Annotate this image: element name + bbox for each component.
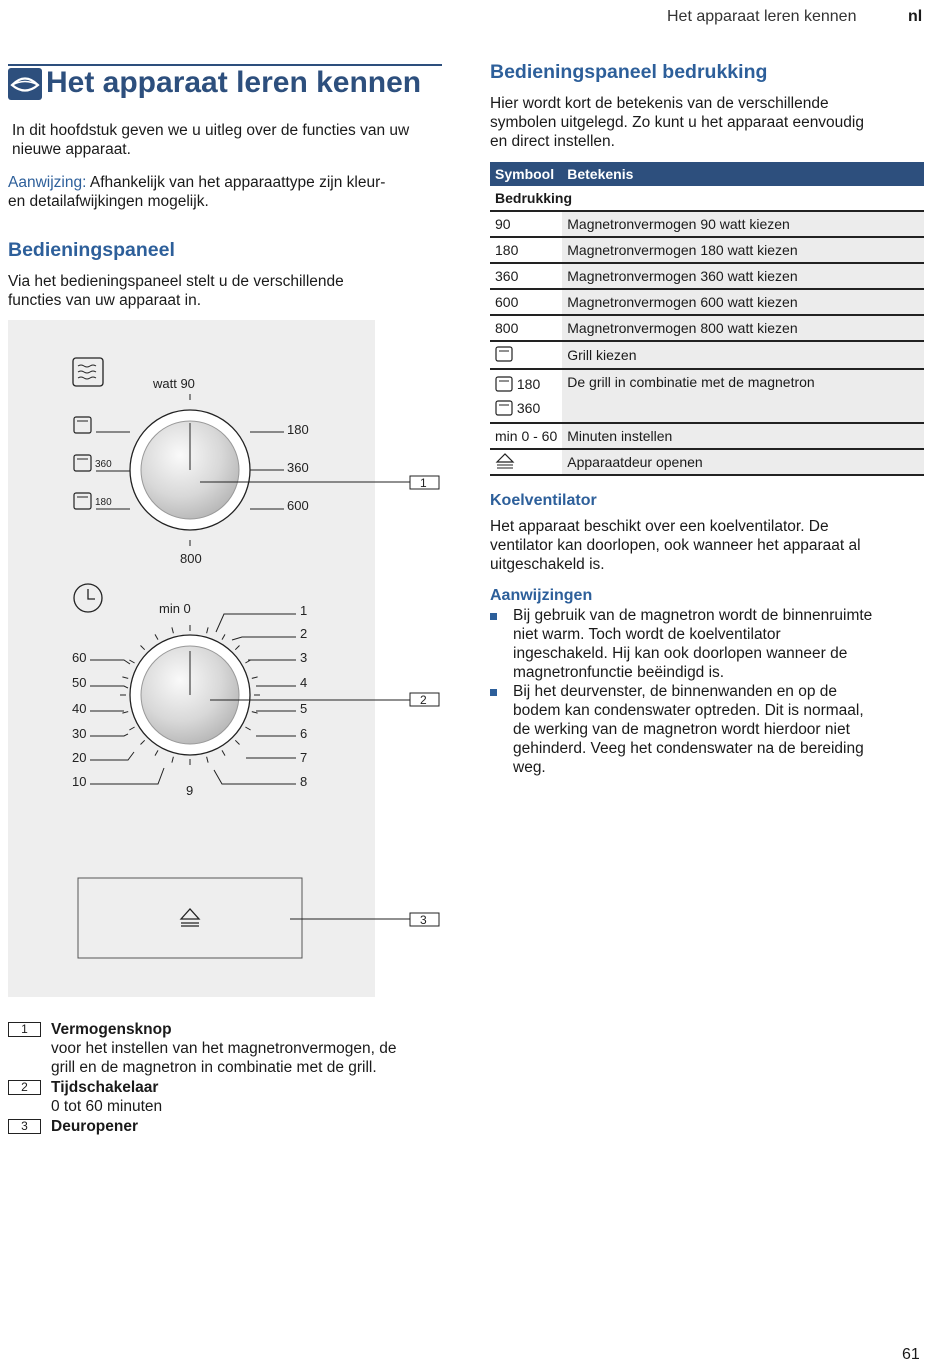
timer-label-4: 4 [300, 675, 308, 690]
timer-tick [155, 750, 158, 755]
page-number: 61 [902, 1346, 920, 1363]
page-title: Het apparaat leren kennen [46, 66, 422, 99]
table-row [490, 315, 924, 341]
timer-tick [252, 712, 258, 714]
timer-label-6: 6 [300, 726, 308, 741]
svg-text:180: 180 [95, 497, 112, 508]
note-line: ingeschakeld. Hij kan ook doorlopen wanneer de [513, 645, 848, 662]
timer-knob-top-label: min 0 [159, 601, 191, 616]
timer-tick [235, 740, 239, 744]
table-cell-symbol [490, 449, 562, 475]
table-row [490, 449, 924, 475]
timer-label-7: 7 [300, 750, 308, 765]
table-cell-symbol [490, 341, 562, 369]
table-row [490, 237, 924, 263]
note-line: magnetronfunctie beëindigd is. [513, 664, 725, 681]
grill-icon [74, 417, 130, 433]
notes-heading: Aanwijzingen [490, 587, 593, 604]
table-cell-meaning: Apparaatdeur openen [562, 449, 924, 475]
table-row [490, 341, 924, 369]
power-label-360: 360 [287, 460, 309, 475]
table-cell-meaning: Minuten instellen [562, 423, 924, 449]
timer-label-50: 50 [72, 675, 87, 690]
legend-desc: voor het instellen van het magnetronvermogen, de [51, 1040, 397, 1057]
language-tag: nl [908, 8, 923, 25]
legend-item-1 [8, 1020, 448, 1078]
power-knob-top-label: watt 90 [153, 376, 195, 391]
timer-label-1: 1 [300, 603, 308, 618]
table-cell-symbol: 600 [490, 289, 562, 315]
timer-label-8: 8 [300, 774, 308, 789]
timer-label-30: 30 [72, 726, 87, 741]
grill-icon [495, 346, 513, 362]
note-line: bodem kan condenswater optreden. Dit is normaal, [513, 702, 864, 719]
timer-tick [129, 727, 134, 730]
notes-list [490, 606, 930, 778]
power-label-180: 180 [287, 422, 309, 437]
table-subheader: Bedrukking [490, 186, 924, 211]
symbols-intro-line-3: en direct instellen. [490, 133, 615, 150]
legend-number: 2 [8, 1080, 41, 1095]
symbols-intro-line-2: symbolen uitgelegd. Zo kunt u het apparaat eenvoudig [490, 114, 864, 131]
list-item [490, 682, 930, 778]
note-line: weg. [513, 759, 546, 776]
timer-tick [141, 646, 145, 650]
timer-tick [129, 660, 134, 663]
table-cell-symbol [490, 369, 562, 423]
table-cell-symbol: 90 [490, 211, 562, 237]
symbol-table [490, 162, 924, 476]
timer-tick [222, 750, 225, 755]
svg-text:360: 360 [95, 459, 112, 470]
timer-tick [245, 727, 250, 730]
table-symbol-text: 180 [516, 376, 541, 392]
note-line: de werking van de magnetron wordt hierdoor niet [513, 721, 850, 738]
timer-label-10: 10 [72, 774, 87, 789]
symbols-heading: Bedieningspaneel bedrukking [490, 61, 768, 83]
timer-label-40: 40 [72, 701, 87, 716]
table-cell-symbol: 360 [490, 263, 562, 289]
fan-text [490, 517, 930, 574]
table-cell-symbol: min 0 - 60 [490, 423, 562, 449]
table-row [490, 289, 924, 315]
timer-label-9: 9 [186, 783, 194, 798]
table-row [490, 369, 924, 423]
panel-heading: Bedieningspaneel [8, 239, 175, 261]
power-label-600: 600 [287, 498, 309, 513]
legend-title: Vermogensknop [51, 1021, 172, 1038]
timer-label-20: 20 [72, 750, 87, 765]
table-cell-meaning: Grill kiezen [562, 341, 924, 369]
legend-desc: 0 tot 60 minuten [51, 1098, 163, 1115]
grill-180-icon [74, 493, 130, 509]
legend-title: Deuropener [51, 1118, 138, 1135]
intro-text: In dit hoofdstuk geven we u uitleg over de functies van uw nieuwe apparaat. [12, 122, 410, 158]
list-item [490, 606, 930, 682]
fan-text-line-1: Het apparaat beschikt over een koelventilator. De [490, 518, 829, 535]
note-line: Bij het deurvenster, de binnenwanden en op de [513, 683, 838, 700]
timer-tick [172, 757, 174, 763]
table-cell-meaning: Magnetronvermogen 600 watt kiezen [562, 289, 924, 315]
note-line-2: en detailafwijkingen mogelijk. [8, 193, 209, 210]
fan-heading: Koelventilator [490, 492, 597, 509]
table-cell-meaning: Magnetronvermogen 800 watt kiezen [562, 315, 924, 341]
bullet-icon [490, 613, 497, 620]
legend-title: Tijdschakelaar [51, 1079, 159, 1096]
panel-description-line-1: Via het bedieningspaneel stelt u de verschillende [8, 273, 344, 290]
table-row [490, 211, 924, 237]
door-open-icon [495, 452, 515, 470]
table-cell-symbol: 180 [490, 237, 562, 263]
table-row [490, 423, 924, 449]
legend-number: 3 [8, 1119, 41, 1134]
table-cell-meaning: De grill in combinatie met de magnetron [562, 369, 924, 423]
note-line: niet warm. Toch wordt de koelventilator [513, 626, 781, 643]
timer-tick [207, 627, 209, 633]
fan-text-line-3: uitgeschakeld is. [490, 556, 605, 573]
svg-text:3: 3 [420, 913, 427, 927]
symbols-intro-line-1: Hier wordt kort de betekenis van de verschillende [490, 95, 829, 112]
timer-label-60: 60 [72, 650, 87, 665]
timer-tick [122, 677, 128, 679]
grill-icon [495, 376, 513, 392]
timer-label-3: 3 [300, 650, 308, 665]
grill-360-icon [74, 455, 130, 471]
svg-text:2: 2 [420, 693, 427, 707]
fan-text-line-2: ventilator kan doorlopen, ook wanneer het apparaat al [490, 537, 861, 554]
symbols-intro [490, 94, 930, 151]
timer-label-2: 2 [300, 626, 308, 641]
legend [8, 1020, 448, 1137]
timer-tick [222, 634, 225, 639]
note-line-1: Afhankelijk van het apparaattype zijn kleur- [89, 174, 386, 191]
clock-icon [74, 584, 102, 612]
note-label: Aanwijzing: [8, 174, 87, 191]
note-line: Bij gebruik van de magnetron wordt de binnenruimte [513, 607, 873, 624]
timer-tick [141, 740, 145, 744]
timer-tick [235, 646, 239, 650]
table-symbol-text: 360 [516, 400, 541, 416]
legend-number: 1 [8, 1022, 41, 1037]
timer-tick [172, 627, 174, 633]
timer-tick [207, 757, 209, 763]
note-line: gehinderd. Veeg het condenswater na de bereiding [513, 740, 864, 757]
door-opener-button[interactable] [78, 878, 302, 958]
table-header-symbol: Symbool [490, 162, 562, 186]
table-cell-meaning: Magnetronvermogen 180 watt kiezen [562, 237, 924, 263]
timer-tick [122, 712, 128, 714]
timer-label-5: 5 [300, 701, 308, 716]
timer-tick [155, 634, 158, 639]
power-knob-bottom-label: 800 [180, 551, 202, 566]
table-row [490, 263, 924, 289]
table-cell-meaning: Magnetronvermogen 360 watt kiezen [562, 263, 924, 289]
svg-text:1: 1 [420, 476, 427, 490]
panel-description-line-2: functies van uw apparaat in. [8, 292, 202, 309]
timer-tick [252, 677, 258, 679]
microwave-icon [73, 358, 103, 386]
table-cell-meaning: Magnetronvermogen 90 watt kiezen [562, 211, 924, 237]
bullet-icon [490, 689, 497, 696]
grill-icon [495, 400, 513, 416]
table-cell-symbol: 800 [490, 315, 562, 341]
running-header-title: Het apparaat leren kennen [667, 8, 857, 25]
table-header-meaning: Betekenis [562, 162, 924, 186]
legend-item-3 [8, 1117, 448, 1137]
legend-desc: grill en de magnetron in combinatie met de grill. [51, 1059, 377, 1076]
legend-item-2 [8, 1078, 448, 1117]
